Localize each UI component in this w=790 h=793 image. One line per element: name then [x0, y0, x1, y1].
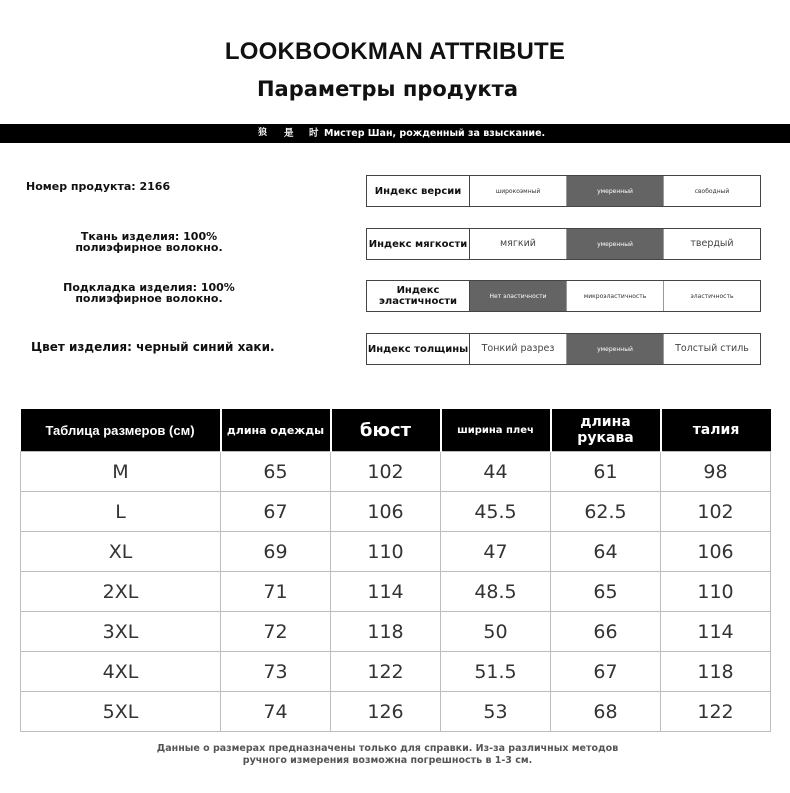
measurement-cell: 122 — [661, 692, 771, 732]
index-option: широкоэмный — [470, 176, 567, 206]
measurement-cell: 51.5 — [441, 652, 551, 692]
measurement-cell: 68 — [551, 692, 661, 732]
measurement-cell: 110 — [661, 572, 771, 612]
measurement-cell: 73 — [221, 652, 331, 692]
table-row — [21, 532, 771, 572]
table-row — [21, 652, 771, 692]
footnote-line: ручного измерения возможна погрешность в 1-3 см. — [242, 755, 533, 766]
size-cell: 3XL — [21, 612, 221, 652]
table-row — [21, 692, 771, 732]
column-header: длина одежды — [221, 409, 331, 452]
measurement-cell: 66 — [551, 612, 661, 652]
measurement-cell: 48.5 — [441, 572, 551, 612]
index-softness — [366, 228, 761, 260]
measurement-cell: 126 — [331, 692, 441, 732]
banner-char-1: 是 — [284, 128, 294, 139]
index-version — [366, 175, 761, 207]
index-label: Индекс мягкости — [367, 229, 470, 259]
size-cell: 4XL — [21, 652, 221, 692]
size-cell: M — [21, 452, 221, 492]
index-thickness — [366, 333, 761, 365]
measurement-cell: 50 — [441, 612, 551, 652]
measurement-cell: 62.5 — [551, 492, 661, 532]
measurement-cell: 102 — [331, 452, 441, 492]
index-option: умеренный — [567, 229, 664, 259]
measurement-cell: 71 — [221, 572, 331, 612]
measurement-cell: 118 — [661, 652, 771, 692]
table-row — [21, 492, 771, 532]
product-number: Номер продукта: 2166 — [26, 180, 171, 193]
column-header: Таблица размеров (см) — [21, 409, 221, 452]
measurement-cell: 98 — [661, 452, 771, 492]
measurement-cell: 53 — [441, 692, 551, 732]
column-header: ширина плеч — [441, 409, 551, 452]
index-option: свободный — [694, 187, 730, 195]
index-elasticity — [366, 280, 761, 312]
measurement-cell: 65 — [221, 452, 331, 492]
measurement-cell: 65 — [551, 572, 661, 612]
measurement-cell: 114 — [331, 572, 441, 612]
index-option: Толстый стиль — [675, 343, 749, 354]
size-table — [20, 409, 771, 732]
size-cell: 2XL — [21, 572, 221, 612]
measurement-cell: 106 — [331, 492, 441, 532]
size-cell: 5XL — [21, 692, 221, 732]
size-cell: XL — [21, 532, 221, 572]
measurement-cell: 47 — [441, 532, 551, 572]
measurement-cell: 67 — [551, 652, 661, 692]
measurement-cell: 110 — [331, 532, 441, 572]
column-header: бюст — [331, 409, 441, 452]
size-table-header — [21, 409, 771, 452]
product-color: Цвет изделия: черный синий хаки. — [31, 340, 275, 354]
index-option: мягкий — [470, 229, 567, 259]
measurement-cell: 64 — [551, 532, 661, 572]
product-lining: Подкладка изделия: 100% полиэфирное волокно. — [63, 281, 235, 305]
index-label: Индекс версии — [367, 176, 470, 206]
index-option: умеренный — [567, 334, 664, 364]
measurement-cell: 44 — [441, 452, 551, 492]
measurement-cell: 118 — [331, 612, 441, 652]
size-footnote — [0, 743, 775, 767]
measurement-cell: 67 — [221, 492, 331, 532]
index-option: Нет эластичности — [470, 281, 567, 311]
measurement-cell: 45.5 — [441, 492, 551, 532]
table-row — [21, 572, 771, 612]
size-cell: L — [21, 492, 221, 532]
index-option: умеренный — [567, 176, 664, 206]
index-option: микроэластичность — [567, 281, 664, 311]
banner-char-2: 时 — [309, 128, 319, 139]
footnote-line: Данные о размерах предназначены только для справки. Из-за различных методов — [156, 743, 619, 754]
measurement-cell: 69 — [221, 532, 331, 572]
size-table-body — [21, 452, 771, 732]
measurement-cell: 72 — [221, 612, 331, 652]
banner-slogan: Мистер Шан, рожденный за взыскание. — [324, 128, 546, 139]
measurement-cell: 74 — [221, 692, 331, 732]
page-title: LOOKBOOKMAN ATTRIBUTE — [224, 38, 566, 65]
measurement-cell: 61 — [551, 452, 661, 492]
index-option: Тонкий разрез — [470, 334, 567, 364]
column-header: длина рукава — [551, 409, 661, 452]
brand-logo: 狼 — [258, 128, 268, 138]
column-header: талия — [661, 409, 771, 452]
index-label: Индекс толщины — [367, 334, 470, 364]
page-subtitle: Параметры продукта — [256, 77, 519, 101]
index-label: Индекс эластичности — [367, 281, 470, 311]
index-option: твердый — [690, 238, 734, 249]
product-fabric: Ткань изделия: 100% полиэфирное волокно. — [75, 230, 223, 254]
measurement-cell: 122 — [331, 652, 441, 692]
slogan-banner — [0, 124, 790, 143]
table-row — [21, 452, 771, 492]
table-row — [21, 612, 771, 652]
measurement-cell: 106 — [661, 532, 771, 572]
index-option: эластичность — [690, 292, 734, 300]
measurement-cell: 114 — [661, 612, 771, 652]
measurement-cell: 102 — [661, 492, 771, 532]
